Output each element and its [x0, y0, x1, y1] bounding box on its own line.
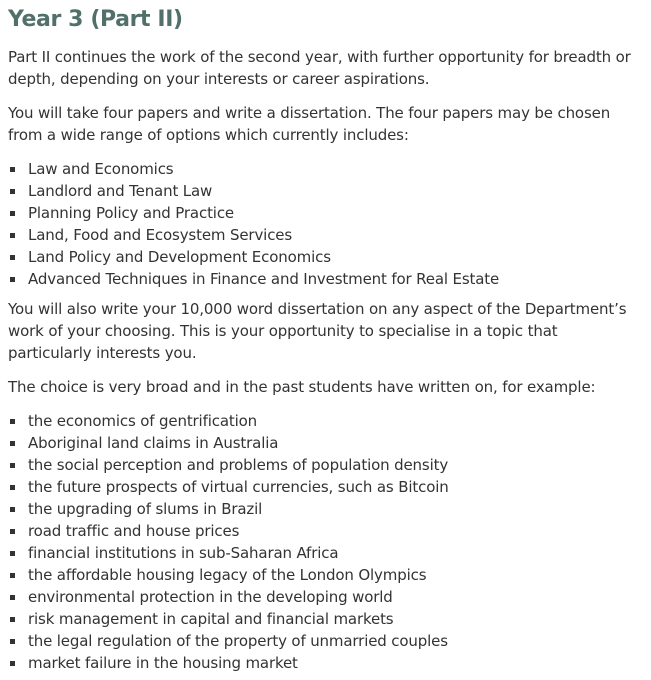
list-item-text: Land Policy and Development Economics [28, 248, 331, 266]
bullet-icon [10, 617, 15, 622]
bullet-icon [10, 463, 15, 468]
list-item [8, 224, 643, 246]
list-item-text: Planning Policy and Practice [28, 204, 234, 222]
bullet-icon [10, 639, 15, 644]
list-item [8, 476, 643, 498]
list-item [8, 608, 643, 630]
list-item [8, 246, 643, 268]
list-item [8, 410, 643, 432]
dissertation-paragraph: You will also write your 10,000 word dissertation on any aspect of the Department’s work of your choosing. This is your opportunity to specialise in a topic that particularly interests you. [8, 300, 627, 362]
list-item [8, 158, 643, 180]
list-item-text: Law and Economics [28, 160, 174, 178]
bullet-icon [10, 277, 15, 282]
list-item-text: risk management in capital and financial markets [28, 610, 394, 628]
list-item [8, 498, 643, 520]
papers-list [8, 158, 643, 290]
list-item [8, 652, 643, 674]
list-item [8, 586, 643, 608]
bullet-icon [10, 189, 15, 194]
bullet-icon [10, 419, 15, 424]
bullet-icon [10, 661, 15, 666]
papers-intro-paragraph: You will take four papers and write a dissertation. The four papers may be chosen from a wide range of options which currently includes: [8, 104, 611, 144]
list-item [8, 180, 643, 202]
list-item [8, 268, 643, 290]
intro-paragraph: Part II continues the work of the second year, with further opportunity for breadth or depth, depending on your interests or career aspirations. [8, 48, 631, 88]
bullet-icon [10, 507, 15, 512]
bullet-icon [10, 167, 15, 172]
list-item [8, 630, 643, 652]
list-item-text: the economics of gentrification [28, 412, 258, 430]
list-item [8, 542, 643, 564]
list-item-text: the social perception and problems of population density [28, 456, 449, 474]
list-item-text: financial institutions in sub-Saharan Africa [28, 544, 339, 562]
list-item-text: Land, Food and Ecosystem Services [28, 226, 293, 244]
list-item [8, 520, 643, 542]
list-item-text: the legal regulation of the property of unmarried couples [28, 632, 448, 650]
bullet-icon [10, 233, 15, 238]
list-item [8, 432, 643, 454]
bullet-icon [10, 595, 15, 600]
list-item-text: Advanced Techniques in Finance and Investment for Real Estate [28, 270, 500, 288]
list-item-text: market failure in the housing market [28, 654, 298, 672]
list-item-text: road traffic and house prices [28, 522, 240, 540]
list-item-text: the upgrading of slums in Brazil [28, 500, 263, 518]
list-item-text: environmental protection in the developing world [28, 588, 393, 606]
bullet-icon [10, 211, 15, 216]
bullet-icon [10, 573, 15, 578]
bullet-icon [10, 529, 15, 534]
list-item [8, 202, 643, 224]
bullet-icon [10, 441, 15, 446]
list-item-text: the affordable housing legacy of the London Olympics [28, 566, 427, 584]
bullet-icon [10, 255, 15, 260]
bullet-icon [10, 485, 15, 490]
bullet-icon [10, 551, 15, 556]
list-item [8, 564, 643, 586]
list-item-text: Landlord and Tenant Law [28, 182, 213, 200]
list-item-text: Aboriginal land claims in Australia [28, 434, 279, 452]
list-item-text: the future prospects of virtual currencies, such as Bitcoin [28, 478, 449, 496]
examples-intro-paragraph: The choice is very broad and in the past students have written on, for example: [8, 378, 596, 396]
examples-list [8, 410, 643, 674]
section-title: Year 3 (Part II) [8, 7, 183, 32]
list-item [8, 454, 643, 476]
